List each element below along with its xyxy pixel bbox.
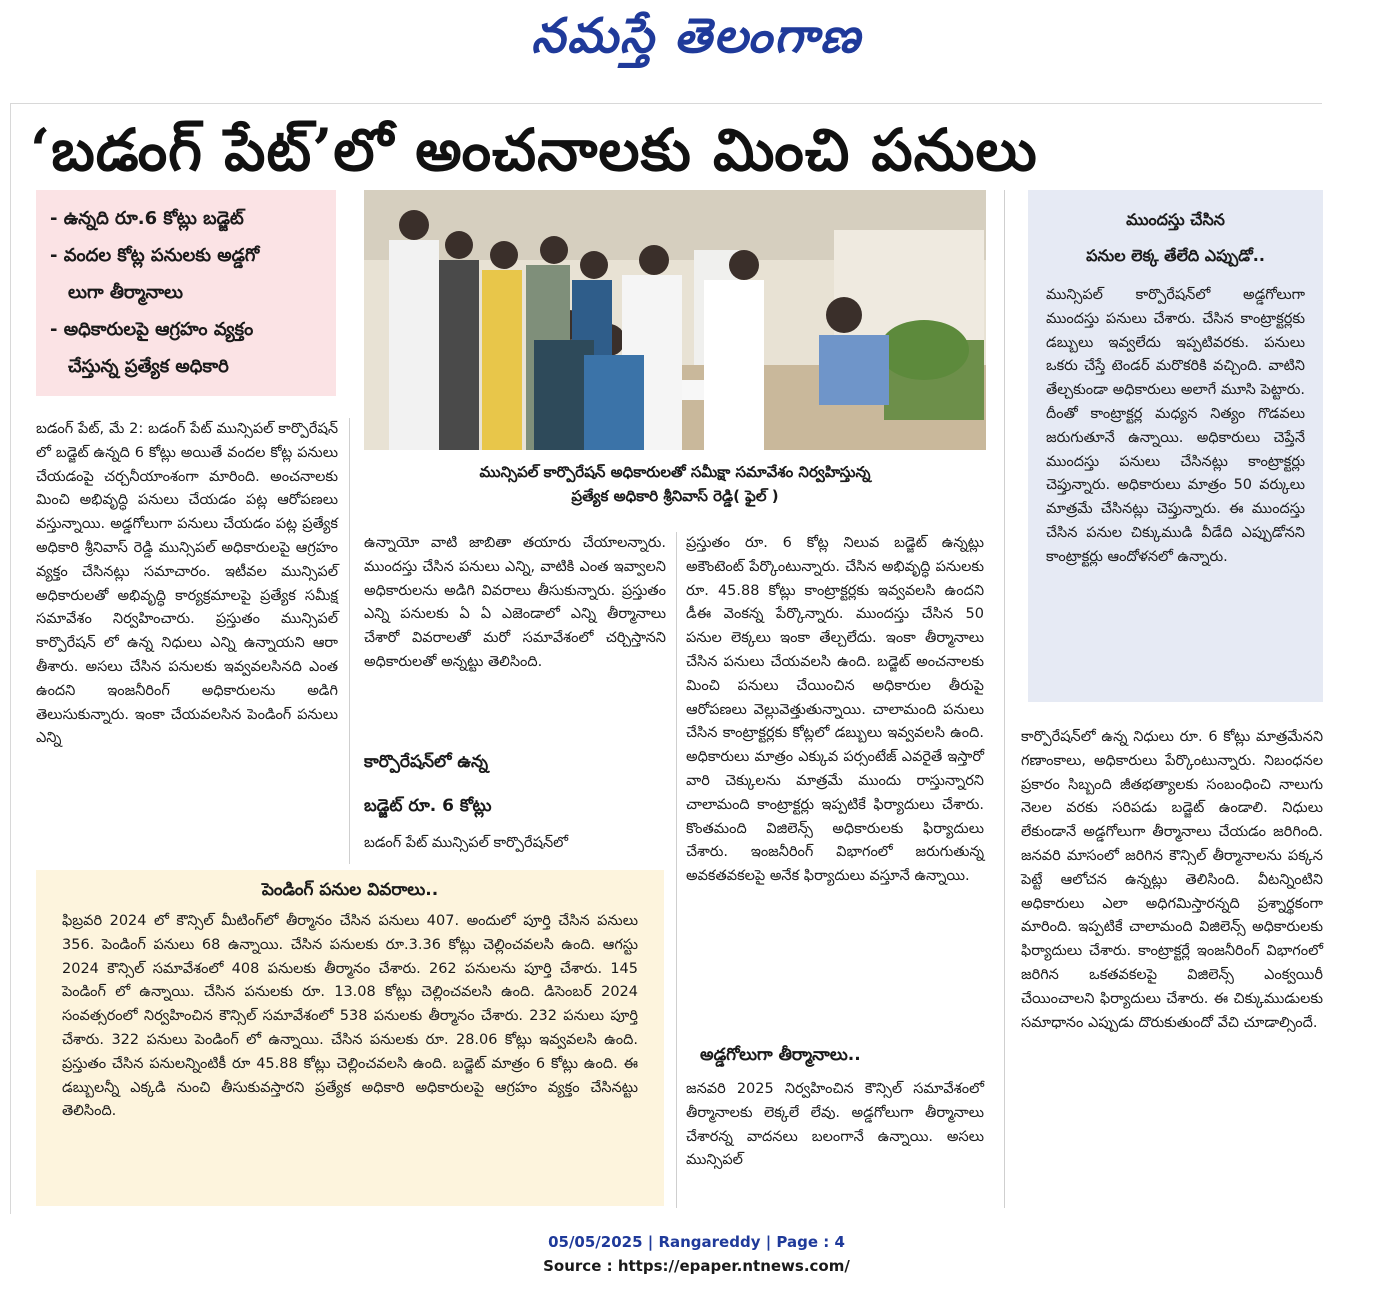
pending-works-box: [36, 870, 664, 1206]
highlight-item: చేస్తున్న ప్రత్యేక అధికారి: [68, 356, 229, 377]
highlight-item: - వందల కోట్ల పనులకు అడ్డగో: [50, 245, 260, 266]
meeting-photo: [364, 190, 986, 450]
advance-works-box: [1028, 190, 1323, 702]
highlight-item: - ఉన్నది రూ.6 కోట్లు బడ్జెట్: [50, 208, 244, 229]
header-rule: [10, 103, 1322, 104]
article-headline: ‘బడంగ్ పేట్’లో అంచనాలకు మించి పనులు: [30, 116, 1038, 184]
advance-works-title: ముందస్తు చేసిన: [1126, 210, 1225, 229]
pending-works-text: ఫిబ్రవరి 2024 లో కౌన్సిల్ మీటింగ్‌లో తీర్మానం చేసిన పనులు 407. అందులో పూర్తి చేసిన పనులు 356. పెండింగ్ పనులు 68 ఉన్నాయి. చేసిన పనులకు రూ.3.36 కోట్లు చెల్లించవలసి ఉంది. ఆగస్టు 2024 కౌన్సిల్ సమావేశంలో 408 పనులకు తీర్మానం చేశారు. 262 పనులను పూర్తి చేశారు. 145 పెండింగ్ లో ఉన్నాయి. చేసిన పనులకు రూ. 13.08 కోట్లు చెల్లించవలసి ఉంది. డిసెంబర్ 2024 సంవత్సరంలో నిర్వహించిన కౌన్సిల్ సమావేశంలో 538 పనులకు తీర్మానం చేశారు. 232 పనులు పూర్తి చేశారు. 322 పనులు పెండింగ్ లో ఉన్నాయి. చేసిన పనులకు రూ. 28.06 కోట్లు ఇవ్వవలసి ఉంది. ప్రస్తుతం చేసిన పనులన్నింటికీ రూ 45.88 కోట్లు చెల్లించవలసి ఉంది. బడ్జెట్ మాత్రం 6 కోట్లు ఉంది. ఈ డబ్బులన్నీ ఎక్కడి నుంచి తీసుకువస్తారని ప్రత్యేక అధికారి అధికారులపై ఆగ్రహం వ్యక్తం చేసినట్టు తెలిసింది.: [62, 913, 638, 1120]
article-column-3-continued: [686, 1078, 984, 1173]
edition-info: 05/05/2025 | Rangareddy | Page : 4: [548, 1233, 845, 1251]
column-divider: [1004, 190, 1005, 1208]
highlight-item: - అధికారులపై ఆగ్రహం వ్యక్తం: [50, 319, 254, 340]
article-paragraph: బడంగ్ పేట్ మున్సిపల్ కార్పొరేషన్‌లో: [364, 835, 569, 851]
subheading-line: బడ్జెట్ రూ. 6 కోట్లు: [364, 796, 492, 816]
article-column-3: [686, 532, 984, 889]
page-footer: [0, 1230, 1393, 1278]
highlight-item: లుగా తీర్మానాలు: [68, 282, 184, 303]
article-column-2: [364, 532, 666, 675]
column-divider: [676, 532, 677, 1208]
article-paragraph: కార్పొరేషన్‌లో ఉన్న నిధులు రూ. 6 కోట్లు మాత్రమేనని గణాంకాలు, అధికారులు పేర్కొంటున్నారు. నిబంధనల ప్రకారం సిబ్బంది జీతభత్యాలకు సంబంధించి నాలుగు నెలల వరకు సరిపడు బడ్జెట్ ఉండాలి. నిధులు లేకుండానే అడ్డగోలుగా తీర్మానాలు చేయడం జరిగింది. జనవరి మాసంలో జరిగిన కౌన్సిల్ తీర్మానాలను పక్కన పెట్టే ఆలోచన ఉన్నట్లు తెలిసింది. వీటన్నింటిని అధికారులు ఎలా అధిగమిస్తారన్నది ప్రశ్నార్థకంగా మారింది. ఇప్పటికే చాలామంది విజిలెన్స్ అధికారులకు ఫిర్యాదులు చేశారు. కాంట్రాక్టర్లే ఇంజనీరింగ్ విభాగంలో జరిగిన ఒకతవకలపై విజిలెన్స్ ఎంక్వయిరీ చేయించాలని ఫిర్యాదులు చేశారు. ఈ చిక్కుముడులకు సమాధానం ఎప్పుడు దొరుకుతుందో వేచి చూడాల్సిందే.: [1021, 729, 1323, 1031]
article-paragraph: బడంగ్ పేట్, మే 2: బడంగ్ పేట్ మున్సిపల్ కార్పొరేషన్ లో బడ్జెట్ ఉన్నది 6 కోట్లు అయితే వందల కోట్ల పనులు చేయడంపై చర్చనీయాంశంగా మారింది. అంచనాలకు మించి అభివృద్ధి పనులు చేయడం పట్ల ఆరోపణలు వస్తున్నాయి. అడ్డగోలుగా పనులు చేయడం పట్ల ప్రత్యేక అధికారి శ్రీనివాస్ రెడ్డి మున్సిపల్ అధికారులపై ఆగ్రహం వ్యక్తం చేసినట్లు సమాచారం. ఇటీవల మున్సిపల్ అధికారులతో అభివృద్ధి కార్యక్రమాలపై ప్రత్యేక సమీక్ష సమావేశం నిర్వహించారు. ప్రస్తుతం మున్సిపల్ కార్పొరేషన్ లో ఉన్న నిధులు ఎన్ని ఉన్నాయని ఆరా తీశారు. అసలు చేసిన పనులకు ఇవ్వవలసినది ఎంత ఉందని ఇంజనీరింగ్ అధికారులను అడిగి తెలుసుకున్నారు. ఇంకా చేయవలసిన పెండింగ్ పనులు ఎన్ని: [36, 421, 338, 747]
article-column-4: [1021, 726, 1323, 1035]
advance-works-title: పనుల లెక్క తేలేది ఎప్పుడో..: [1086, 246, 1265, 265]
photo-caption-line: మున్సిపల్ కార్పొరేషన్ అధికారులతో సమీక్షా సమావేశం నిర్వహిస్తున్న: [479, 463, 871, 481]
newspaper-masthead: నమస్తే తెలంగాణ: [531, 8, 862, 64]
highlights-box: [36, 190, 336, 396]
article-column-2-continued: [364, 832, 666, 856]
pending-works-title: పెండింగ్ పనుల వివరాలు..: [261, 880, 439, 900]
photo-caption: [364, 460, 986, 508]
subheading-budget: [364, 740, 664, 828]
advance-works-text: మున్సిపల్ కార్పొరేషన్‌లో అడ్డగోలుగా ముందస్తు పనులు చేశారు. చేసిన కాంట్రాక్టర్లకు డబ్బులు ఇవ్వలేదు ఇప్పటివరకు. పనులు ఒకరు చేస్తే టెండర్ మరొకరికి వచ్చింది. వాటిని తేల్చకుండా అధికారులు అలాగే మూసి పెట్టారు. దీంతో కాంట్రాక్టర్ల మధ్యన నిత్యం గొడవలు జరుగుతూనే ఉన్నాయి. అధికారులు చెప్తేనే ముందస్తు పనులు చేసినట్లు కాంట్రాక్టర్లు చెప్తున్నారు. అధికారులు మాత్రం 50 వర్కులు మాత్రమే చేసినట్లు చెప్తున్నారు. ఈ ముందస్తు చేసిన పనుల చిక్కుముడి వీడేది ఎప్పుడోనని కాంట్రాక్టర్లు ఆందోళనలో ఉన్నారు.: [1046, 287, 1305, 565]
source-link[interactable]: Source : https://epaper.ntnews.com/: [543, 1257, 850, 1275]
article-paragraph: ప్రస్తుతం రూ. 6 కోట్ల నిలువ బడ్జెట్ ఉన్నట్లు అకౌంటెంట్ పేర్కొంటున్నారు. చేసిన అభివృద్ధి పనులకు రూ. 45.88 కోట్లు కాంట్రాక్టర్లకు ఇవ్వవలసి ఉందని డీఈ వెంకన్న పేర్కొన్నారు. ముందస్తు చేసిన 50 పనుల లెక్కలు ఇంకా తేల్చలేదు. ఇంకా తీర్మానాలు చేసిన పనులు చేయవలసి ఉంది. బడ్జెట్ అంచనాలకు మించి పనులు చేయించిన అధికారుల తీరుపై ఆరోపణలు వెల్లువెత్తుతున్నాయి. చాలామంది పనులు చేసిన కాంట్రాక్టర్లకు కోట్లలో డబ్బులు ఇవ్వవలసి ఉంది. అధికారులు మాత్రం ఎక్కువ పర్సంటేజ్ ఎవరైతే ఇస్తారో వారి చెక్కులను మాత్రమే ముందు రాస్తున్నారని చాలామంది కాంట్రాక్టర్లు ఇప్పటికే ఫిర్యాదులు చేశారు. కొంతమంది విజిలెన్స్ అధికారులకు ఫిర్యాదులు చేశారు. ఇంజనీరింగ్ విభాగంలో జరుగుతున్న అవకతవకలపై అనేక ఫిర్యాదులు వస్తూనే ఉన్నాయి.: [686, 535, 984, 885]
article-paragraph: జనవరి 2025 నిర్వహించిన కౌన్సిల్ సమావేశంలో తీర్మానాలకు లెక్కలే లేవు. అడ్డగోలుగా తీర్మానాలు చేశారన్న వాదనలు బలంగానే ఉన్నాయి. అసలు మున్సిపల్: [686, 1081, 984, 1169]
left-rule: [10, 104, 11, 1214]
meeting-photo-illustration: [364, 190, 986, 450]
photo-caption-line: ప్రత్యేక అధికారి శ్రీనివాస్ రెడ్డి( ఫైల్ ): [571, 487, 779, 505]
article-paragraph: ఉన్నాయో వాటి జాబితా తయారు చేయాలన్నారు. ముందస్తు చేసిన పనులు ఎన్ని, వాటికి ఎంత ఇవ్వాలని అధికారులను అడిగి వివరాలు తీసుకున్నారు. ప్రస్తుతం ఎన్ని పనులకు ఏ ఏ ఎజెండాలో ఎన్ని తీర్మానాలు చేశారో వివరాలతో మరో సమావేశంలో చర్చిస్తానని అధికారులతో అన్నట్టు తెలిసింది.: [364, 535, 666, 670]
subheading-line: కార్పొరేషన్‌లో ఉన్న: [364, 752, 488, 772]
article-column-1: [36, 418, 338, 751]
column-divider: [349, 418, 350, 864]
subheading-resolutions: అడ్డగోలుగా తీర్మానాలు..: [700, 1045, 861, 1065]
